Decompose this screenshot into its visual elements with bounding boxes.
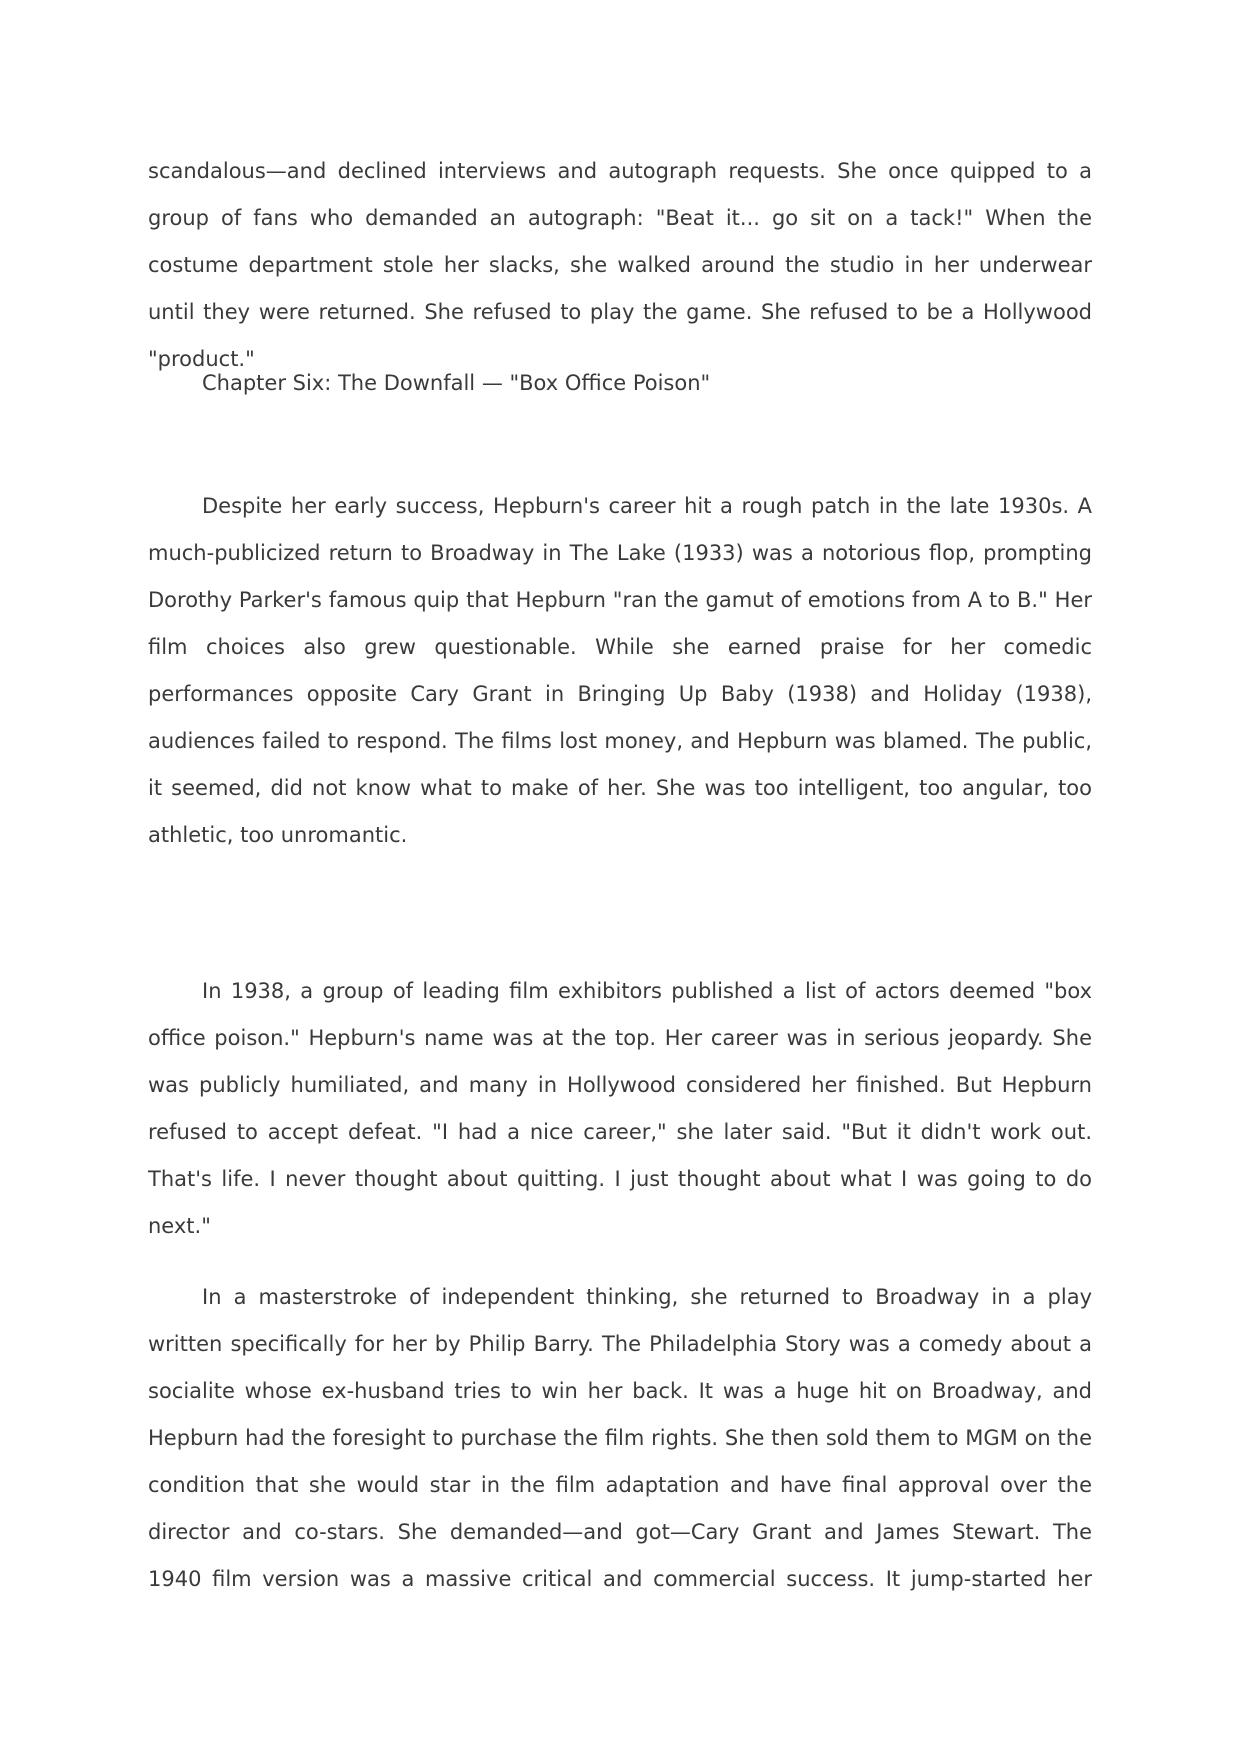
chapter-heading: Chapter Six: The Downfall — "Box Office Poison" <box>202 371 711 395</box>
paragraph-box-office-poison: In 1938, a group of leading film exhibitors published a list of actors deemed "box office poison." Hepburn's name was at the top. Her career was in serious jeopardy. She was publicly humiliated, and many in Hollywood considered her finished. But Hepburn refused to accept defeat. "I had a nice career," she later said. "But it didn't work out. That's life. I never thought about quitting. I just thought about what I was going to do next." <box>148 979 1092 1238</box>
paragraph-downfall: Despite her early success, Hepburn's career hit a rough patch in the late 1930s. A much-publicized return to Broadway in The Lake (1933) was a notorious flop, prompting Dorothy Parker's famous quip that Hepburn "ran the gamut of emotions from A to B." Her film choices also grew questionable. While she earned praise for her comedic performances opposite Cary Grant in Bringing Up Baby (1938) and Holiday (1938), audiences failed to respond. The films lost money, and Hepburn was blamed. The public, it seemed, did not know what to make of her. She was too intelligent, too angular, too athletic, too unromantic. <box>148 494 1092 847</box>
paragraph-philadelphia-story: In a masterstroke of independent thinking, she returned to Broadway in a play written specifically for her by Philip Barry. The Philadelphia Story was a comedy about a socialite whose ex-husband tries to win her back. It was a huge hit on Broadway, and Hepburn had the foresight to purchase the film rights. She then sold them to MGM on the condition that she would star in the film adaptation and have final approval over the director and co-stars. She demanded—and got—Cary Grant and James Stewart. The 1940 film version was a massive critical and commercial success. It jump-started her <box>148 1285 1092 1591</box>
paragraph-continuation: scandalous—and declined interviews and autograph requests. She once quipped to a group of fans who demanded an autograph: "Beat it... go sit on a tack!" When the costume department stole her slacks, she walked around the studio in her underwear until they were returned. She refused to play the game. She refused to be a Hollywood "product." <box>148 159 1092 371</box>
